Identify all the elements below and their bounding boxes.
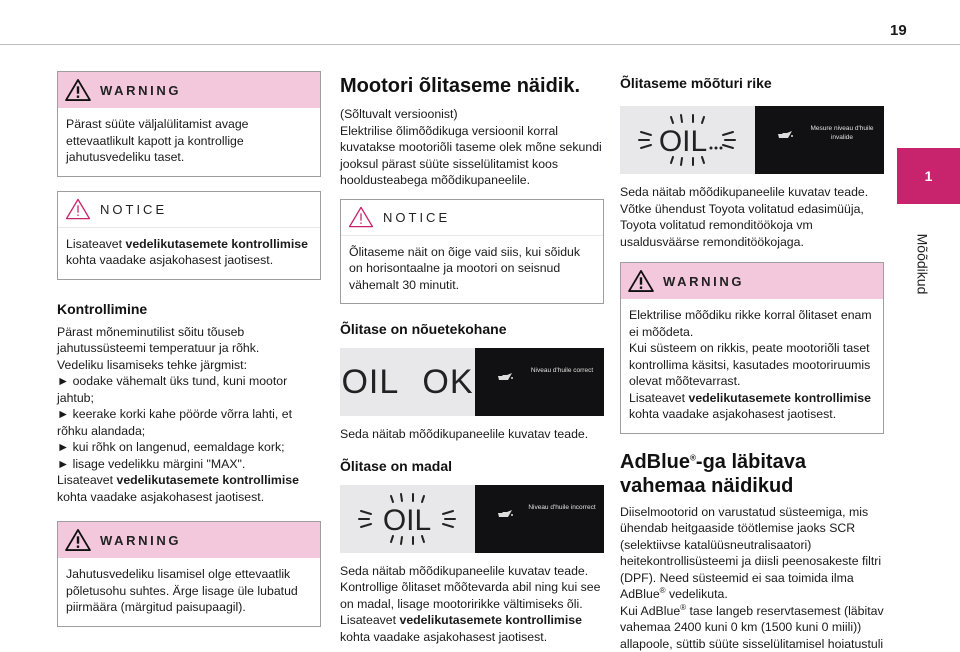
warning-text: Pärast süüte väljalülitamist avage ettevaatlikult kapott ja kontrollige jahutusvedeliku taset. [58, 108, 320, 176]
notice-header [341, 200, 603, 236]
step-item: ► kui rõhk on langenud, eemaldage kork; [57, 439, 321, 456]
steps-intro: Vedeliku lisamiseks tehke järgmist: [57, 357, 321, 374]
chapter-tab[interactable]: 1 [897, 148, 960, 204]
oil-level-intro: Elektrilise õlimõõdikuga versioonil korral kuvatakse mootoriõli taseme olek mõne sekundi jooksul pärast süüte sisselülitamist koos hooldusteabega mõõdikupaneelile. [340, 123, 604, 189]
adblue-p1-end: vedelikuta. [666, 587, 728, 601]
oil-fault-title: Õlitaseme mõõturi rike [620, 74, 884, 92]
oil-ok-title: Õlitase on nõuetekohane [340, 320, 604, 338]
oil-low-display-text: OIL [382, 504, 430, 537]
oil-low-display-image [340, 485, 604, 553]
oil-ok-display [340, 348, 475, 416]
step-item: ► keerake korki kahe pöörde võrra lahti, et rõhku alandada; [57, 406, 321, 439]
oil-level-title: Mootori õlitaseme näidik. [340, 74, 604, 98]
oil-ok-panel [475, 348, 604, 416]
warning-title: WARNING [663, 274, 744, 289]
oil-low-caption: Seda näitab mõõdikupaneelile kuvatav teade. [340, 563, 604, 580]
adblue-title-c: vahemaa näidikud [620, 475, 793, 497]
reference-paragraph [57, 472, 321, 505]
reference-link: vedelikutasemete kontrollimise [399, 613, 581, 627]
oil-fault-panel-message: Mesure niveau d'huile invalide [805, 124, 879, 142]
warning-header [621, 263, 883, 299]
oil-ok-panel-message: Niveau d'huile correct [525, 366, 599, 375]
adblue-title-a: AdBlue [620, 451, 690, 473]
oil-low-panel [475, 485, 604, 553]
oil-warning-rays-icon [353, 490, 463, 548]
oil-fault-display [620, 106, 755, 174]
adblue-paragraph-2 [620, 603, 884, 652]
reference-pre: Lisateavet [340, 613, 399, 627]
warning-text: Jahutusvedeliku lisamisel olge ettevaatlik põletusohu suhtes. Ärge lisage üle lubatud piirmäära (märgitud paisupaagil). [58, 558, 320, 626]
page-number: 19 [890, 22, 907, 39]
step-item: ► lisage vedelikku märgini "MAX". [57, 456, 321, 473]
warning-triangle-icon [627, 270, 655, 292]
reference-pre: Lisateavet [629, 391, 688, 405]
notice-header [58, 192, 320, 228]
header-rule [0, 44, 960, 45]
column-3 [620, 60, 884, 652]
chapter-label [887, 224, 957, 304]
warning-box-fault [620, 262, 884, 434]
warning-body [621, 299, 883, 433]
column-2 [340, 60, 604, 645]
warning-header [58, 522, 320, 558]
registered-mark: ® [690, 453, 696, 462]
reference-post: kohta vaadake asjakohasest jaotisest. [57, 490, 264, 504]
oil-low-reference [340, 612, 604, 645]
intro-paragraph: Pärast mõneminutilist sõitu tõuseb jahutussüsteemi temperatuur ja rõhk. [57, 324, 321, 357]
notice-triangle-icon [347, 206, 375, 228]
registered-mark: ® [660, 586, 666, 595]
warning-triangle-icon [64, 79, 92, 101]
oil-fault-display-image [620, 106, 884, 174]
notice-text-post: kohta vaadake asjakohasest jaotisest. [66, 253, 273, 267]
warning-reference [629, 390, 873, 423]
warning-paragraph: Kui süsteem on rikkis, peate mootoriõli taset kontrollima käsitsi, kasutades mootoriruumis olevat mõõtevarrast. [629, 340, 873, 390]
oil-low-instructions: Kontrollige õlitaset mõõtevarda abil ning kui see on madal, lisage mootoririkke vältimiseks õli. [340, 579, 604, 612]
notice-title: NOTICE [100, 202, 167, 217]
notice-text: Õlitaseme näit on õige vaid siis, kui sõiduk on horisontaalne ja mootori on seisnud vähemalt 30 minutit. [341, 236, 603, 304]
warning-box-coolant [57, 71, 321, 177]
oil-low-display [340, 485, 475, 553]
oil-can-icon [497, 372, 513, 382]
oil-fault-panel [755, 106, 884, 174]
adblue-p2-b: tase langeb reservtasemest (läbitav vahemaa 2400 kuni 0 km (1500 kuni 0 miili)) allapoole, süttib süüte sisselülitamisel hoiatustuli [620, 604, 884, 651]
column-1 [57, 60, 321, 627]
notice-text-link: vedelikutasemete kontrollimise [125, 237, 307, 251]
section-title-kontrollimine: Kontrollimine [57, 300, 321, 318]
reference-link: vedelikutasemete kontrollimise [116, 473, 298, 487]
oil-fault-display-text: OIL [658, 125, 706, 158]
adblue-title [620, 450, 884, 498]
registered-mark: ® [680, 602, 686, 611]
notice-text [58, 228, 320, 279]
warning-header [58, 72, 320, 108]
version-note: (Sõltuvalt versioonist) [340, 106, 604, 123]
notice-text-pre: Lisateavet [66, 237, 125, 251]
oil-fault-caption: Seda näitab mõõdikupaneelile kuvatav teade. Võtke ühendust Toyota volitatud edasimüüja, Toyota volitatud remonditöökoja vm usaldusväärse remonditöökojaga. [620, 184, 884, 250]
oil-can-icon [497, 509, 513, 519]
reference-post: kohta vaadake asjakohasest jaotisest. [340, 630, 547, 644]
notice-triangle-icon [64, 198, 92, 220]
oil-warning-rays-icon [633, 111, 743, 169]
warning-paragraph: Elektrilise mõõdiku rikke korral õlitaset enam ei mõõdeta. [629, 307, 873, 340]
chapter-label-text: Mõõdikud [914, 234, 930, 295]
notice-title: NOTICE [383, 210, 450, 225]
oil-low-panel-message: Niveau d'huile incorrect [525, 503, 599, 512]
oil-ok-display-image [340, 348, 604, 416]
oil-ok-caption: Seda näitab mõõdikupaneelile kuvatav teade. [340, 426, 604, 443]
warning-title: WARNING [100, 533, 181, 548]
reference-post: kohta vaadake asjakohasest jaotisest. [629, 407, 836, 421]
adblue-p2-a: Kui AdBlue [620, 604, 680, 618]
step-item: ► oodake vähemalt üks tund, kuni mootor jahtub; [57, 373, 321, 406]
oil-can-icon [777, 130, 793, 140]
oil-ok-display-text: OIL OK [341, 363, 473, 402]
reference-pre: Lisateavet [57, 473, 116, 487]
warning-box-burn [57, 521, 321, 627]
warning-triangle-icon [64, 529, 92, 551]
warning-title: WARNING [100, 83, 181, 98]
adblue-p1-text: Diiselmootorid on varustatud süsteemiga, mis ühendab heitgaaside töötlemise jaoks SCR (selektiivse katalüüsneutralisaatori) heitekontrollisüsteemi ja diisli peenosakeste filtri (DPF). Need süsteemid ei saa toimida ilma AdBlue [620, 505, 881, 602]
notice-box-reference [57, 191, 321, 280]
reference-link: vedelikutasemete kontrollimise [688, 391, 870, 405]
adblue-title-b: -ga läbitava [696, 451, 806, 473]
oil-low-title: Õlitase on madal [340, 457, 604, 475]
adblue-paragraph-1 [620, 504, 884, 603]
notice-box-oil [340, 199, 604, 305]
